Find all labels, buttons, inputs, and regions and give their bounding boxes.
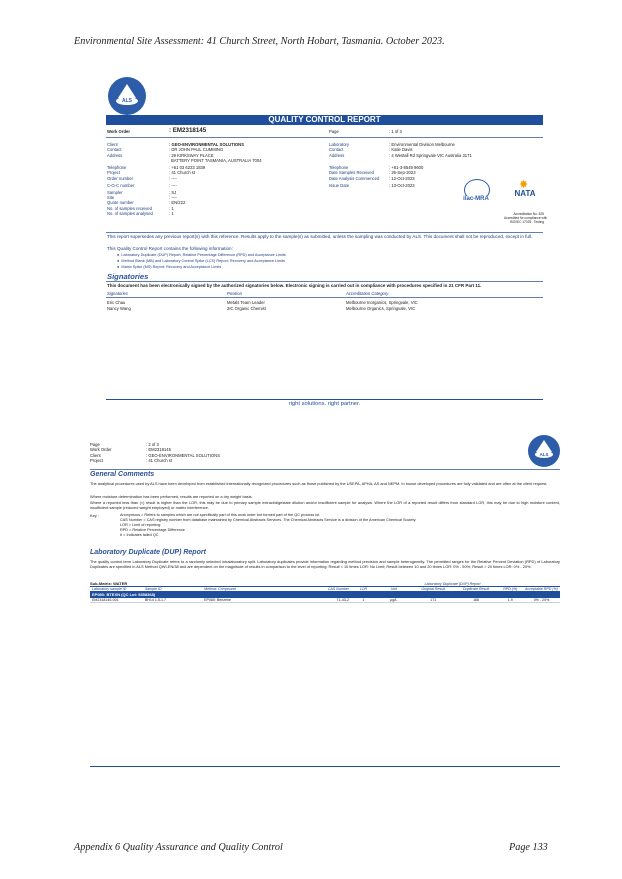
- divider: [106, 137, 543, 138]
- field-value: : 1: [169, 205, 174, 211]
- sig-cell: Metals Team Leader: [227, 300, 265, 305]
- field-label: Date Samples Received: [329, 170, 374, 176]
- accreditation-line: Accreditation No. 825: [513, 212, 544, 216]
- general-paragraph: Where moisture determination has been performed, results are reported on a dry weight basis.: [90, 494, 253, 499]
- dup-report-title: Laboratory Duplicate (DUP) Report: [90, 549, 206, 556]
- column-header: Acceptable RPD (%): [525, 587, 558, 591]
- field-value: : 26-Sep-2023: [389, 170, 416, 176]
- column-header: Laboratory sample ID: [92, 587, 127, 591]
- field-value: : Environmental Division Melbourne: [389, 142, 455, 147]
- field-value: : Katie Davis: [389, 147, 413, 153]
- nata-text: NATA: [514, 189, 536, 198]
- field-value: : +61 03 6223 1839: [169, 165, 206, 170]
- table-cell: 171: [430, 597, 437, 602]
- ilac-mra-logo: [458, 179, 494, 209]
- divider: [106, 297, 543, 298]
- column-header: RPD (%): [503, 587, 518, 591]
- sig-cell: Eric Chau: [107, 300, 126, 305]
- field-value: : ----: [169, 175, 177, 181]
- table-cell: 1: [362, 597, 365, 602]
- table-cell: EM2318145-001: [92, 597, 119, 602]
- column-header: Method: Compound: [204, 587, 236, 591]
- divider: [90, 469, 560, 470]
- page-header: Environmental Site Assessment: 41 Church Street, North Hobart, Tasmania. October 2023.: [74, 36, 445, 47]
- field-label: Contact: [329, 147, 344, 153]
- accreditation-note: [504, 212, 548, 224]
- footer-rule: [106, 399, 543, 400]
- als-logo-text: ALS: [116, 97, 138, 105]
- sig-cell: Melbourne Organics, Springvale, VIC: [346, 306, 416, 311]
- page-value: : 1 of 3: [389, 129, 402, 134]
- work-order-value: : EM2318145: [169, 127, 207, 134]
- sig-cell: Melbourne Inorganics, Springvale, VIC: [346, 300, 418, 305]
- field-value: : 12-Oct-2023: [389, 175, 415, 181]
- divider: [106, 232, 543, 233]
- field-label: Address: [107, 152, 123, 158]
- nata-logo: [509, 178, 541, 204]
- field-value: : 4 Westall Rd Springvale VIC Australia 3171: [389, 152, 472, 158]
- table-cell: 168: [473, 597, 480, 602]
- report-title-bar: QUALITY CONTROL REPORT: [106, 115, 543, 125]
- field-label: Date Analysis Commenced: [329, 175, 380, 181]
- column-header: LOR: [359, 587, 368, 591]
- field-label: Contact: [107, 147, 122, 153]
- field-value: : EN/222: [169, 200, 186, 206]
- dup-report-text: The quality control term Laboratory Duplicate refers to a randomly selected intralaboratory split. Laboratory duplicates provide information regarding method precision and sample heterogeneity. The permitted ranges for the Relative Percent Deviation (RPD) of Laboratory Duplicates are specified in ALS Method QWI-EN/38 and are dependent on the magnitude of results in comparison to the level of reporting: Result < 10 times LOR: No Limit; Result between 10 and 20 times LOR: 0% - 50%; Result > 20 times LOR: 0% - 20%.: [90, 559, 560, 569]
- field-label: Sampler: [107, 189, 123, 195]
- field-label: Site: [107, 195, 115, 201]
- field-label: Telephone: [107, 165, 127, 170]
- field-label: Project: [107, 170, 121, 176]
- field-value: BATTERY POINT TASMANIA, AUSTRALIA 7004: [171, 157, 262, 163]
- meta-value: : 2 of 3: [146, 442, 159, 447]
- table-cell: 0% - 20%: [533, 597, 550, 602]
- sig-cell: Nancy Wang: [107, 306, 131, 311]
- table-cell: 71-43-2: [336, 597, 349, 602]
- key-line: CAS Number = CAS registry number from database maintained by Chemical Abstracts Services. The Chemical Abstracts Service is a division of the American Chemical Society.: [120, 518, 417, 523]
- page-footer-left: Appendix 6 Quality Assurance and Quality Control: [74, 842, 283, 853]
- table-cell: BH14 1.5-1.7: [144, 597, 167, 602]
- page-label: Page: [329, 129, 339, 134]
- column-header: Sample ID: [144, 587, 162, 591]
- als-logo-text: ALS: [535, 451, 553, 458]
- meta-value: : GEO-ENVIRONMENTAL SOLUTIONS: [146, 452, 220, 458]
- key-line: Anonymous = Refers to samples which are not specifically part of this work order but formed part of the QC process lot: [120, 513, 320, 517]
- als-logo-triangle-icon: [118, 84, 136, 98]
- field-value: : ----: [169, 182, 177, 188]
- field-label: Quote number: [107, 200, 134, 206]
- meta-label: Page: [90, 442, 100, 447]
- sig-cell: 2IC Organic Chemist: [227, 306, 266, 311]
- meta-label: Work Order: [90, 447, 112, 453]
- column-header: Unit: [390, 587, 398, 591]
- field-label: Order number: [107, 175, 134, 181]
- als-logo: [108, 77, 146, 115]
- bullet-icon: ●: [117, 253, 122, 257]
- field-value: : GEO-ENVIRONMENTAL SOLUTIONS: [169, 142, 244, 147]
- dup-table: [90, 587, 560, 603]
- field-label: Laboratory: [329, 142, 350, 147]
- als-tagline: right solutions. right partner.: [288, 401, 361, 407]
- list-item: ● Laboratory Duplicate (DUP) Report; Relative Percentage Difference (RPD) and Acceptance Limits: [117, 253, 286, 257]
- accreditation-line: ISO/IEC 17025 - Testing: [509, 220, 544, 224]
- signatories-text: This document has been electronically signed by the authorized signatories below. Electronic signing is carried out in compliance with procedures specified in 21 CFR Part 11.: [107, 283, 482, 288]
- key-line: RPD = Relative Percentage Difference: [120, 528, 185, 533]
- meta-label: Client: [90, 452, 101, 458]
- sig-header: Accreditation Category: [346, 291, 389, 296]
- contains-intro: This Quality Control Report contains the following information:: [107, 246, 233, 251]
- page-number: Page 133: [509, 842, 548, 853]
- key-line: # = Indicates failed QC: [120, 533, 159, 538]
- field-value: : ----: [169, 195, 177, 201]
- report-page-2: [90, 432, 560, 770]
- general-comments-title: General Comments: [90, 471, 155, 478]
- qc-lot-label: EP080: BTEXN (QC Lot: 5358368): [92, 592, 156, 598]
- meta-value: : EM2318145: [146, 447, 171, 453]
- ilac-text: ilac-MRA: [458, 196, 494, 202]
- field-value: : 13-Oct-2023: [389, 182, 415, 188]
- field-label: No. of samples received: [107, 205, 152, 211]
- bullet-icon: ●: [117, 265, 122, 269]
- als-logo: [528, 435, 560, 467]
- laboratory-fields: [329, 142, 472, 202]
- contains-list: [117, 252, 286, 270]
- field-value: : 41 Church st: [169, 170, 196, 176]
- field-value: : DR JOHN PAUL CUMMING: [169, 147, 224, 153]
- column-header: CAS Number: [327, 587, 349, 591]
- list-item: ● Matrix Spike (MS) Report; Recovery and Acceptance Limits: [117, 265, 222, 269]
- field-label: Address: [329, 152, 345, 158]
- sub-matrix: Sub-Matrix: WATER: [90, 581, 128, 586]
- divider: [106, 281, 543, 282]
- footer-rule: [90, 766, 560, 767]
- column-header: Original Result: [421, 587, 445, 591]
- field-value: : 29 KIRKSWAY PLACE: [169, 152, 214, 158]
- table-cell: µg/L: [390, 597, 398, 602]
- field-value: : SJ: [169, 189, 177, 195]
- sig-header: Position: [227, 291, 242, 296]
- signatories-title: Signatories: [107, 272, 149, 281]
- report-page-1: [106, 76, 548, 412]
- key-list: [120, 513, 416, 538]
- list-item: ● Method Blank (MB) and Laboratory Control Spike (LCS) Report; Recovery and Acceptance Limits: [117, 259, 285, 263]
- field-label: No. of samples analysed: [107, 211, 153, 216]
- dup-group-header: Laboratory Duplicate (DUP) Report: [424, 582, 481, 586]
- supersede-text: This report supersedes any previous report(s) with this reference. Results apply to the sample(s) as submitted, unless the sampling was conducted by ALS. This document shall not be reproduced, except in full.: [107, 234, 533, 239]
- key-line: LOR = Limit of reporting: [120, 523, 161, 528]
- general-paragraph: Where a reported less than (<) result is higher than the LOR, this may be due to primary sample extract/digestate dilution and/or insufficient sample for analysis. Where the LOR of a reported result differs from standard LOR, this may be due to high moisture content, insufficient sample (reduced weight employed) or matrix interference.: [90, 500, 560, 510]
- field-label: C-O-C number: [107, 182, 135, 188]
- nata-star-icon: ✸: [519, 179, 529, 191]
- meta-label: Project: [90, 457, 104, 463]
- general-paragraph: The analytical procedures used by ALS have been developed from established internationally recognized procedures such as those published by the USEPA, APHA, AS and NEPM. In house developed procedures are fully validated and are often at the client request.: [90, 481, 548, 486]
- accreditation-line: Accredited for compliance with: [504, 216, 548, 220]
- key-label: Key :: [90, 513, 99, 518]
- table-row: [90, 598, 560, 603]
- field-label: Telephone: [329, 165, 349, 170]
- field-label: Issue Date: [329, 182, 350, 188]
- client-fields: [107, 142, 322, 232]
- meta-value: : 41 Church st: [146, 457, 173, 463]
- column-header: Duplicate Result: [462, 587, 490, 591]
- field-label: Client: [107, 142, 118, 147]
- work-order-label: Work Order: [107, 129, 130, 134]
- sig-header: Signatories: [107, 291, 128, 296]
- field-value: : 1: [169, 211, 174, 216]
- table-cell: 1.9: [507, 597, 513, 602]
- table-cell: EP080: Benzene: [204, 597, 232, 602]
- field-value: : +61-3-8549 9600: [389, 165, 424, 170]
- bullet-icon: ●: [117, 259, 122, 263]
